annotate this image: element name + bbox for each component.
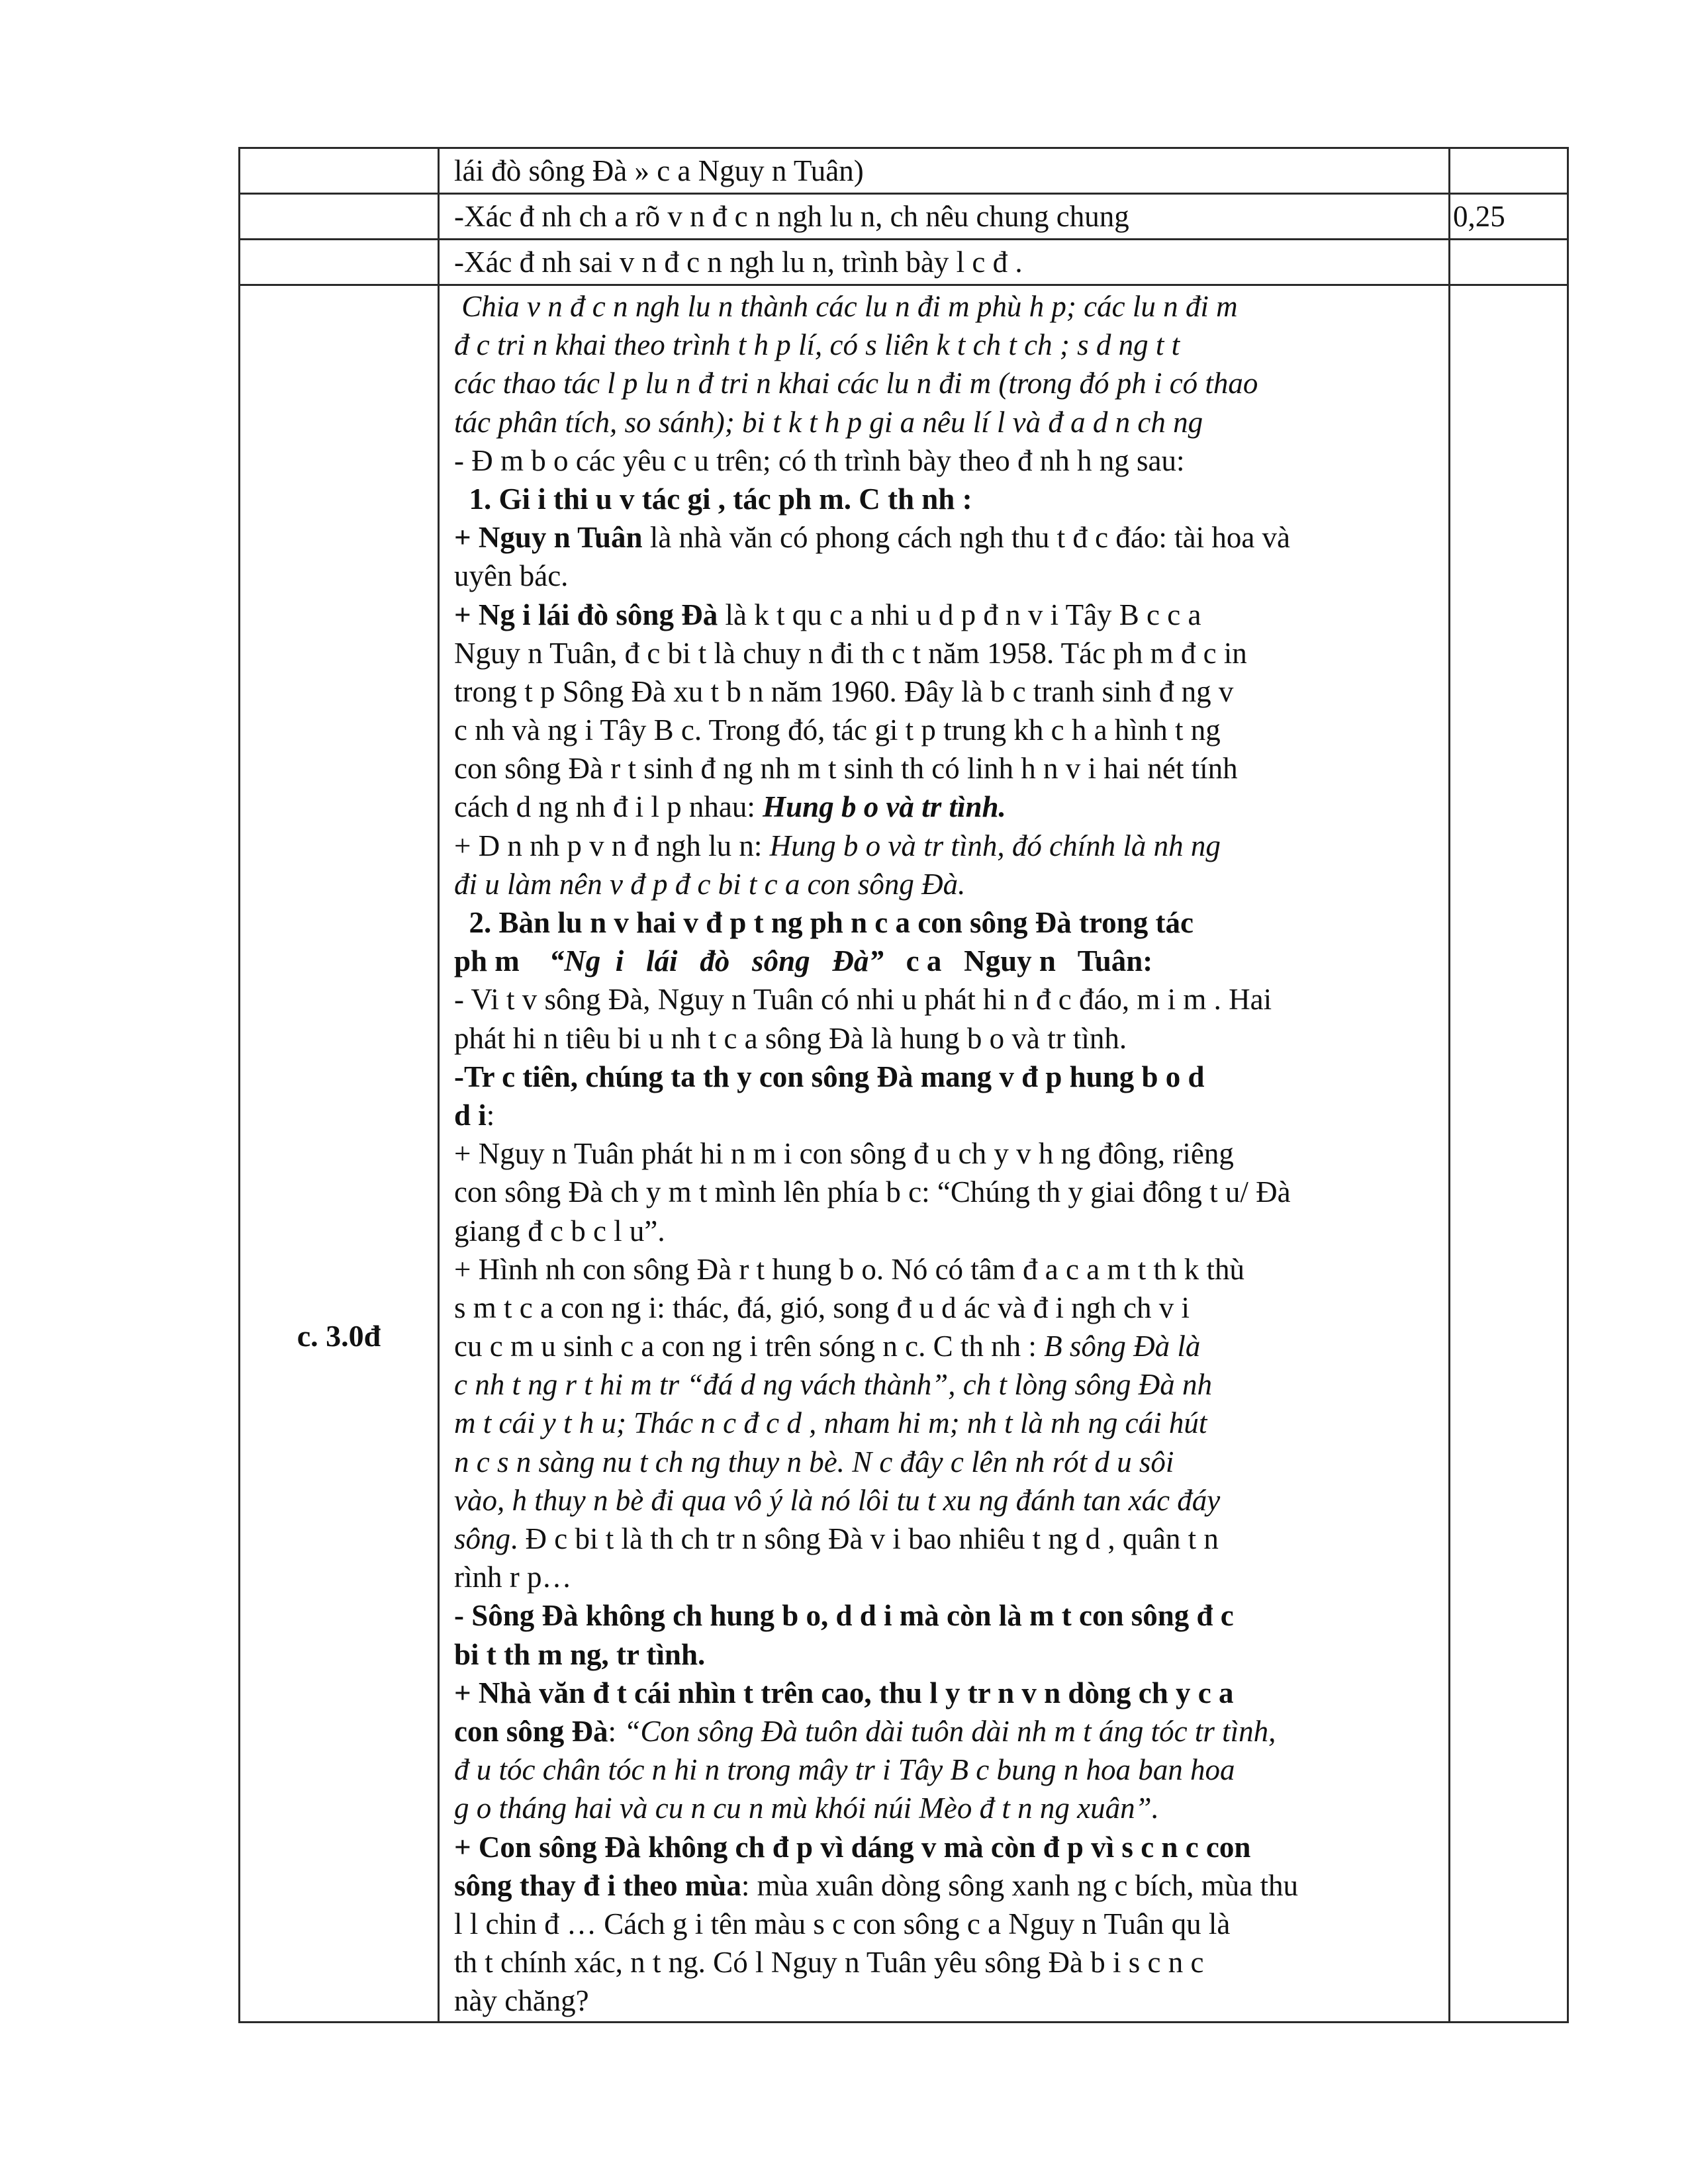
score-cell: 0,25 — [1450, 194, 1568, 240]
text-run: này chăng? — [454, 1984, 589, 2018]
text-run: giang đ c b c l u”. — [454, 1214, 665, 1248]
text-line — [454, 1019, 1435, 1058]
text-run: . Đ c bi t là th ch tr n sông Đà v i bao nhiêu t ng d , quân t n — [510, 1522, 1219, 1555]
text-line — [454, 518, 1435, 557]
text-run: + Nguy n Tuân — [454, 521, 643, 555]
criteria-cell — [240, 148, 439, 194]
text-line — [454, 942, 1435, 980]
table-row — [240, 285, 1568, 2023]
section-content-cell — [439, 285, 1450, 2023]
text-line — [454, 1173, 1435, 1211]
text-line — [454, 672, 1435, 711]
section-mark: c. 3.0đ — [297, 1319, 381, 1353]
text-run: uyên bác. — [454, 559, 569, 593]
text-line — [454, 1404, 1435, 1442]
text-line — [454, 1635, 1435, 1674]
score-cell — [1450, 148, 1568, 194]
text-run: sông thay đ i theo mùa — [454, 1868, 741, 1902]
text-line — [454, 1058, 1435, 1096]
text-line — [454, 1712, 1435, 1751]
text-run: n c s n sàng nu t ch ng thuy n bè. N c đây c lên nh rót d u sôi — [454, 1445, 1174, 1479]
text-run: l l chin đ … Cách g i tên màu s c con sông c a Nguy n Tuân qu là — [454, 1907, 1231, 1940]
text-line — [454, 1481, 1435, 1520]
text-run: 2. Bàn lu n v hai v đ p t ng ph n c a con sông Đà trong tác — [454, 906, 1194, 939]
text-run: + Nhà văn đ t cái nhìn t trên cao, thu l y tr n v n dòng ch y c a — [454, 1676, 1234, 1709]
text-line — [454, 1789, 1435, 1827]
table-row — [240, 240, 1568, 285]
text-run: “Con sông Đà tuôn dài tuôn dài nh m t áng tóc tr tình, — [624, 1714, 1276, 1748]
text-line — [454, 980, 1435, 1019]
text-line — [454, 1520, 1435, 1558]
text-line — [454, 1674, 1435, 1712]
text-run: phát hi n tiêu bi u nh t c a sông Đà là hung b o và tr tình. — [454, 1021, 1127, 1055]
text-run: các thao tác l p lu n đ tri n khai các lu n đi m (trong đó ph i có thao — [454, 367, 1258, 400]
text-run: đi u làm nên v đ p đ c bi t c a con sông Đà. — [454, 867, 966, 901]
text-run: con sông Đà — [454, 1714, 608, 1748]
text-run: + D n nh p v n đ ngh lu n: — [454, 829, 770, 862]
text-run: trong t p Sông Đà xu t b n năm 1960. Đây là b c tranh sinh đ ng v — [454, 674, 1234, 708]
score-cell — [1450, 285, 1568, 2023]
text-run: cách d ng nh đ i l p nhau: — [454, 790, 763, 824]
text-run: - Vi t v sông Đà, Nguy n Tuân có nhi u phát hi n đ c đáo, m i m . Hai — [454, 983, 1272, 1017]
text-run: con sông Đà r t sinh đ ng nh m t sinh th có linh h n v i hai nét tính — [454, 752, 1238, 786]
text-run: “Ng i lái đò sông Đà” — [549, 944, 884, 978]
text-run: đ c tri n khai theo trình t h p lí, có s liên k t ch t ch ; s d ng t t — [454, 328, 1180, 362]
text-run: c nh t ng r t hi m tr “đá d ng vách thành”, ch t lòng sông Đà nh — [454, 1368, 1212, 1402]
text-line — [454, 1943, 1435, 1981]
text-run: vào, h thuy n bè đi qua vô ý là nó lôi tu t xu ng đánh tan xác đáy — [454, 1483, 1221, 1517]
text-run: 1. Gi i thi u v tác gi , tác ph m. C th nh : — [454, 482, 972, 516]
text-line — [454, 1096, 1435, 1134]
text-run: + Ng i lái đò sông Đà — [454, 598, 718, 631]
text-run: : — [608, 1714, 624, 1748]
text-line — [454, 634, 1435, 672]
text-run: là k t qu c a nhi u d p đ n v i Tây B c c a — [718, 598, 1201, 631]
text-run: con sông Đà ch y m t mình lên phía b c: “Chúng th y giai đông t u/ Đà — [454, 1175, 1291, 1209]
text-line — [454, 403, 1435, 441]
text-run: + Con sông Đà không ch đ p vì dáng v mà còn đ p vì s c n c con — [454, 1830, 1251, 1864]
text-run: Hung b o và tr tình, đó chính là nh ng — [769, 829, 1221, 862]
text-run: c nh và ng i Tây B c. Trong đó, tác gi t p trung kh c h a hình t ng — [454, 713, 1221, 747]
text-run: m t cái y t h u; Thác n c đ c d , nham hi m; nh t là nh ng cái hút — [454, 1406, 1207, 1440]
text-run: B sông Đà là — [1044, 1330, 1201, 1363]
text-line — [454, 1212, 1435, 1250]
text-line — [454, 903, 1435, 942]
text-run: tác phân tích, so sánh); bi t k t h p gi a nêu lí l và đ a d n ch ng — [454, 405, 1203, 439]
text-line — [454, 1596, 1435, 1635]
text-line — [454, 788, 1435, 826]
text-line — [454, 1327, 1435, 1365]
text-run: - Sông Đà không ch hung b o, d d i mà còn là m t con sông đ c — [454, 1599, 1234, 1633]
text-line — [454, 1558, 1435, 1596]
text-run: sông — [454, 1522, 511, 1555]
text-run: đ u tóc chân tóc n hi n trong mây tr i Tây B c bung n hoa ban hoa — [454, 1753, 1235, 1787]
text-run: bi t th m ng, tr tình. — [454, 1637, 706, 1671]
text-line — [454, 1981, 1435, 2020]
text-run: : — [486, 1098, 495, 1132]
criteria-cell — [240, 194, 439, 240]
text-line — [454, 827, 1435, 865]
text-line — [454, 711, 1435, 749]
text-run: + Nguy n Tuân phát hi n m i con sông đ u ch y v h ng đông, riêng — [454, 1137, 1234, 1171]
text-run: Chia v n đ c n ngh lu n thành các lu n đi m phù h p; các lu n đi m — [454, 290, 1238, 323]
text-run: s m t c a con ng i: thác, đá, gió, song đ u d ác và đ i ngh ch v i — [454, 1291, 1190, 1324]
grading-table — [238, 147, 1569, 2023]
text-line — [454, 287, 1435, 326]
text-line — [454, 1828, 1435, 1866]
text-line — [454, 1443, 1435, 1481]
text-line — [454, 1134, 1435, 1173]
text-run: ph m — [454, 944, 549, 978]
text-run: : mùa xuân dòng sông xanh ng c bích, mùa thu — [741, 1868, 1298, 1902]
text-run: cu c m u sinh c a con ng i trên sóng n c. C th nh : — [454, 1330, 1045, 1363]
text-line — [454, 1866, 1435, 1905]
text-run: g o tháng hai và cu n cu n mù khói núi Mèo đ t n ng xuân”. — [454, 1792, 1159, 1825]
text-run: -Tr c tiên, chúng ta th y con sông Đà mang v đ p hung b o d — [454, 1060, 1205, 1093]
text-line — [454, 441, 1435, 480]
text-run: d i — [454, 1098, 487, 1132]
text-line — [454, 557, 1435, 595]
description-cell: lái đò sông Đà » c a Nguy n Tuân) — [439, 148, 1450, 194]
text-line — [454, 1751, 1435, 1789]
score-cell — [1450, 240, 1568, 285]
text-line — [454, 596, 1435, 634]
text-run: th t chính xác, n t ng. Có l Nguy n Tuân yêu sông Đà b i s c n c — [454, 1946, 1204, 1979]
text-run: là nhà văn có phong cách ngh thu t đ c đáo: tài hoa và — [642, 521, 1291, 555]
text-line — [454, 1250, 1435, 1289]
text-line — [454, 480, 1435, 518]
table-row — [240, 148, 1568, 194]
text-run: + Hình nh con sông Đà r t hung b o. Nó có tâm đ a c a m t th k thù — [454, 1252, 1244, 1286]
text-run: - Đ m b o các yêu c u trên; có th trình bày theo đ nh h ng sau: — [454, 443, 1185, 477]
section-body — [440, 286, 1448, 2021]
text-line — [454, 749, 1435, 788]
text-run: c a Nguy n Tuân: — [883, 944, 1153, 978]
section-mark-cell — [240, 285, 439, 2023]
text-line — [454, 364, 1435, 402]
text-line — [454, 326, 1435, 364]
text-run: Nguy n Tuân, đ c bi t là chuy n đi th c t năm 1958. Tác ph m đ c in — [454, 636, 1247, 670]
description-cell: -Xác đ nh ch a rõ v n đ c n ngh lu n, ch nêu chung chung — [439, 194, 1450, 240]
text-run: Hung b o và tr tình. — [763, 790, 1006, 824]
text-line — [454, 1365, 1435, 1404]
criteria-cell — [240, 240, 439, 285]
table-row — [240, 194, 1568, 240]
text-line — [454, 1289, 1435, 1327]
text-run: rình r p… — [454, 1561, 572, 1594]
text-line — [454, 1905, 1435, 1943]
description-cell: -Xác đ nh sai v n đ c n ngh lu n, trình bày l c đ . — [439, 240, 1450, 285]
text-line — [454, 865, 1435, 903]
